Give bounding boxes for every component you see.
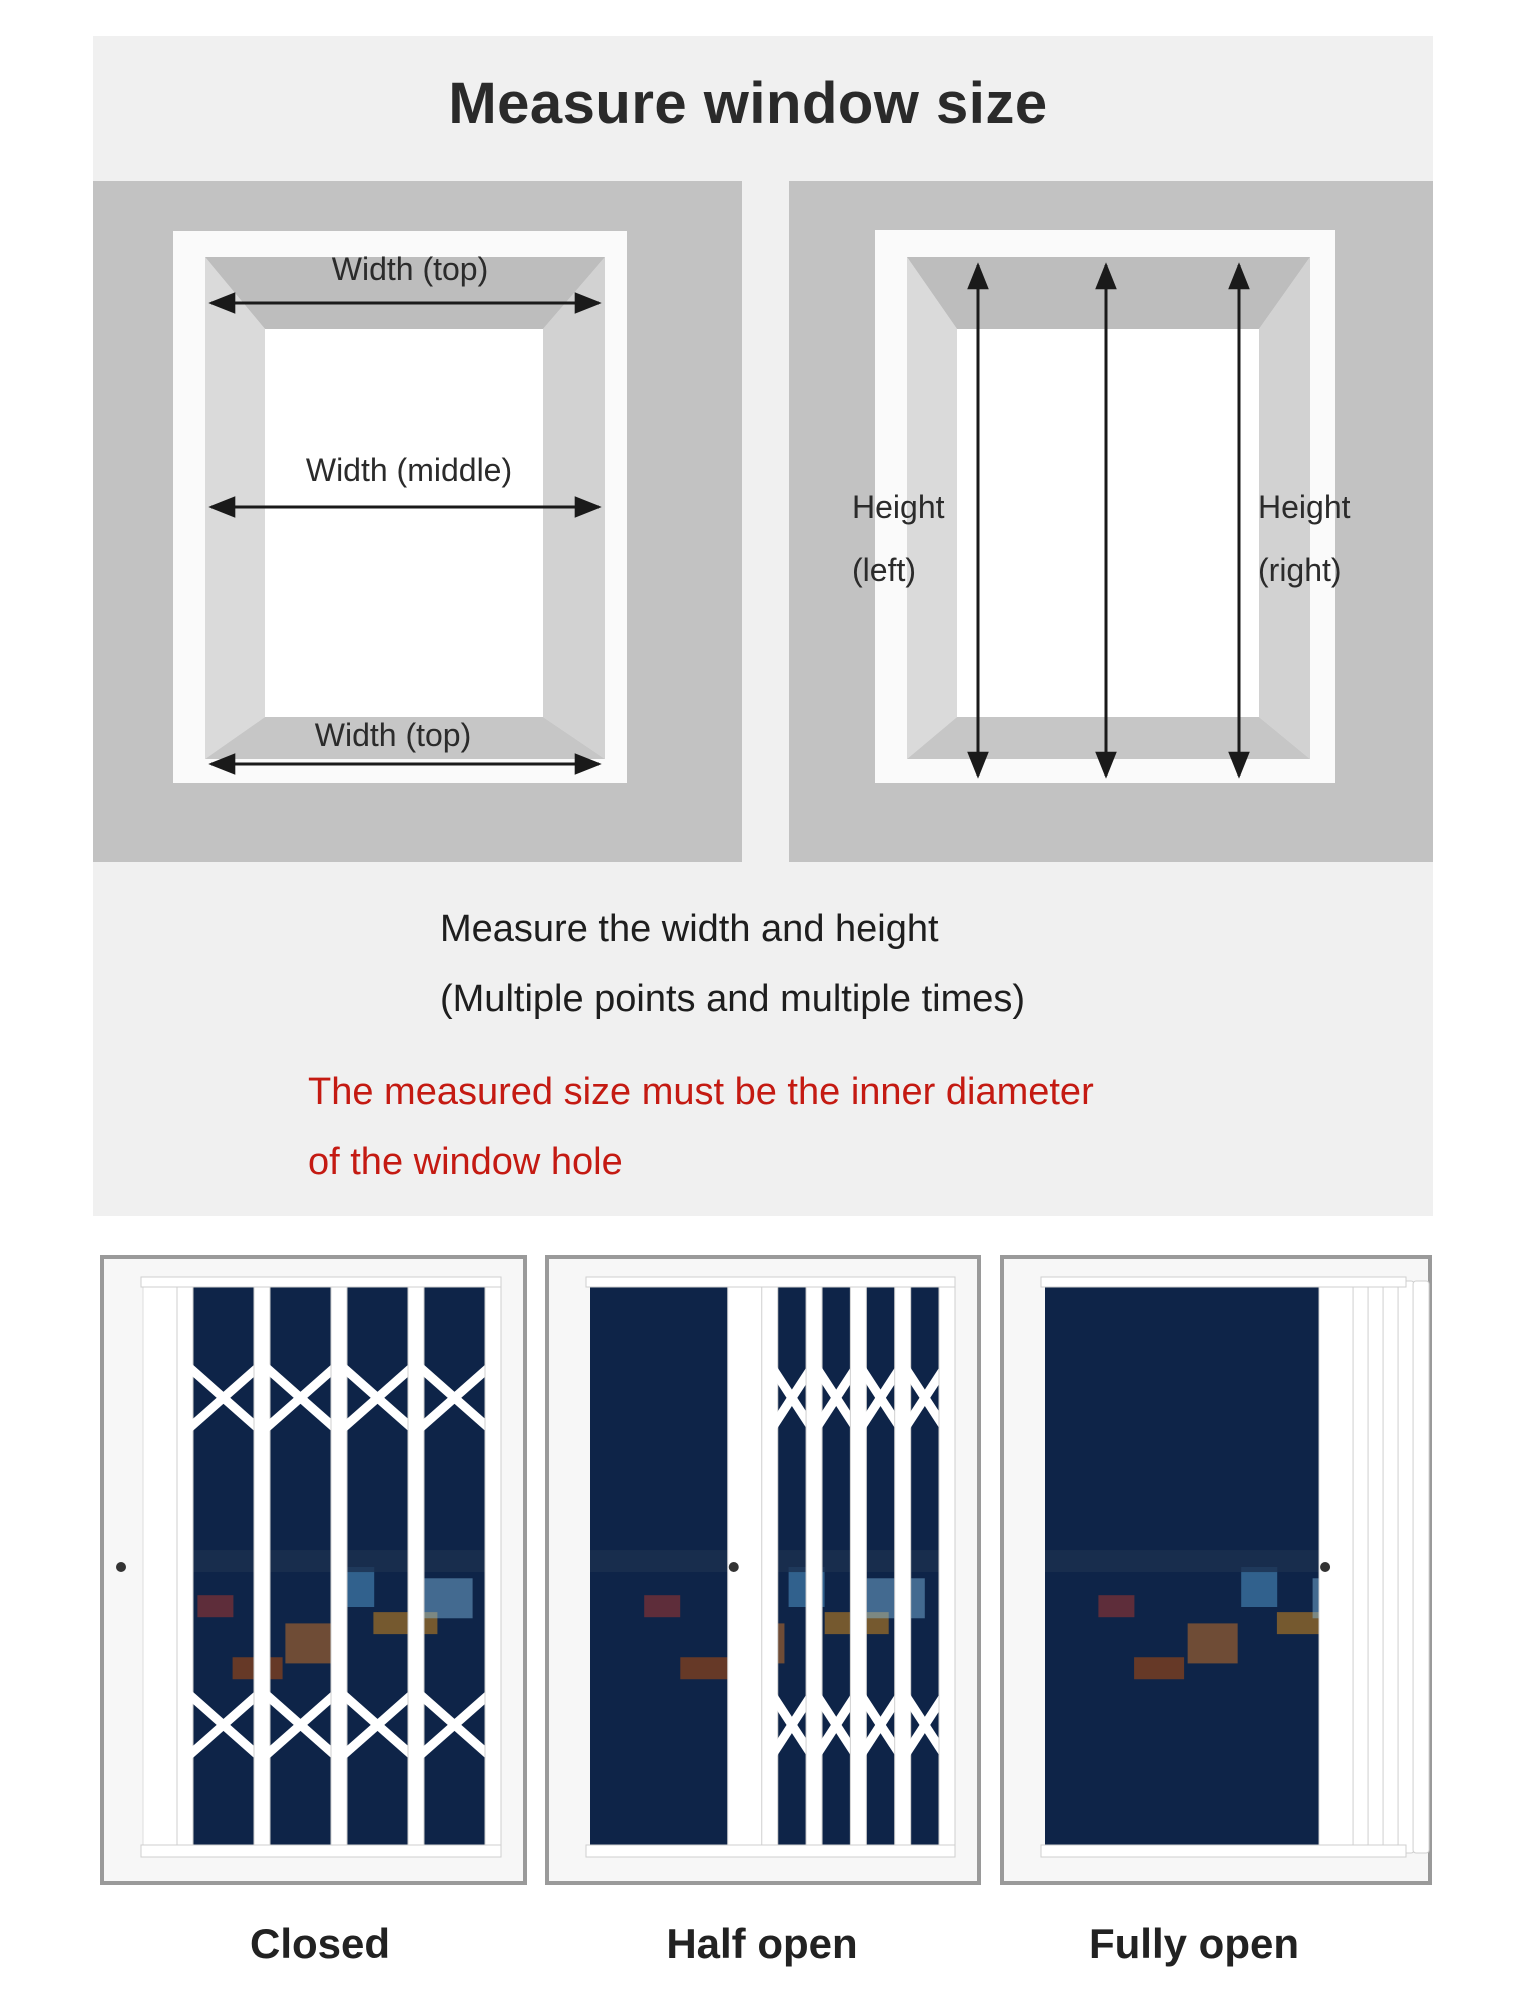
gate-bar [939, 1281, 955, 1853]
instructions-line-2: (Multiple points and multiple times) [440, 978, 1026, 1020]
gate-lock-knob [729, 1562, 739, 1572]
height-left-label-1: Height [852, 489, 945, 525]
city-light [1241, 1567, 1277, 1607]
city-light [861, 1578, 925, 1618]
city-light [644, 1595, 680, 1617]
gate-bar [1413, 1281, 1429, 1853]
gate-bar [485, 1281, 501, 1853]
gate-half-open [545, 1255, 981, 1885]
instructions [440, 894, 1025, 1034]
height-right-label-2: (right) [1258, 552, 1342, 588]
skyline-band [145, 1550, 497, 1572]
warning-line-2: of the window hole [308, 1141, 623, 1183]
caption-closed: Closed [249, 1920, 391, 1967]
warning-note [308, 1057, 1094, 1197]
page-title: Measure window size [448, 71, 1048, 136]
gate-bar [1398, 1281, 1414, 1853]
gate-fully-open [1000, 1255, 1432, 1885]
gate-bottom-rail [1041, 1845, 1406, 1857]
gate-top-rail [1041, 1277, 1406, 1287]
gate-lock-knob [116, 1562, 126, 1572]
gate-bar [1383, 1281, 1399, 1853]
city-light [1098, 1595, 1134, 1617]
city-light [197, 1595, 233, 1617]
city-light [1188, 1623, 1238, 1663]
gate-lock-knob [1320, 1562, 1330, 1572]
gate-bottom-rail [141, 1845, 501, 1857]
height-right-label-1: Height [1258, 489, 1351, 525]
height-left-label-2: (left) [852, 552, 916, 588]
height-diagram [789, 181, 1433, 862]
city-light [1134, 1657, 1184, 1679]
caption-fully-open: Fully open [1089, 1920, 1299, 1967]
width-diagram [93, 181, 742, 862]
gate-top-rail [586, 1277, 955, 1287]
gate-bar [1353, 1281, 1369, 1853]
gate-top-rail [141, 1277, 501, 1287]
warning-line-1: The measured size must be the inner diameter [308, 1071, 1094, 1113]
instructions-line-1: Measure the width and height [440, 908, 939, 950]
width-bottom-label: Width (top) [314, 717, 472, 753]
gate-handle-bar [143, 1281, 181, 1853]
width-top-label: Width (top) [331, 251, 489, 287]
gate-bar [1368, 1281, 1384, 1853]
gate-closed [100, 1255, 527, 1885]
city-light [680, 1657, 730, 1679]
city-light [285, 1623, 335, 1663]
gate-bottom-rail [586, 1845, 955, 1857]
width-middle-label: Width (middle) [305, 452, 513, 488]
caption-half-open: Half open [666, 1920, 858, 1967]
